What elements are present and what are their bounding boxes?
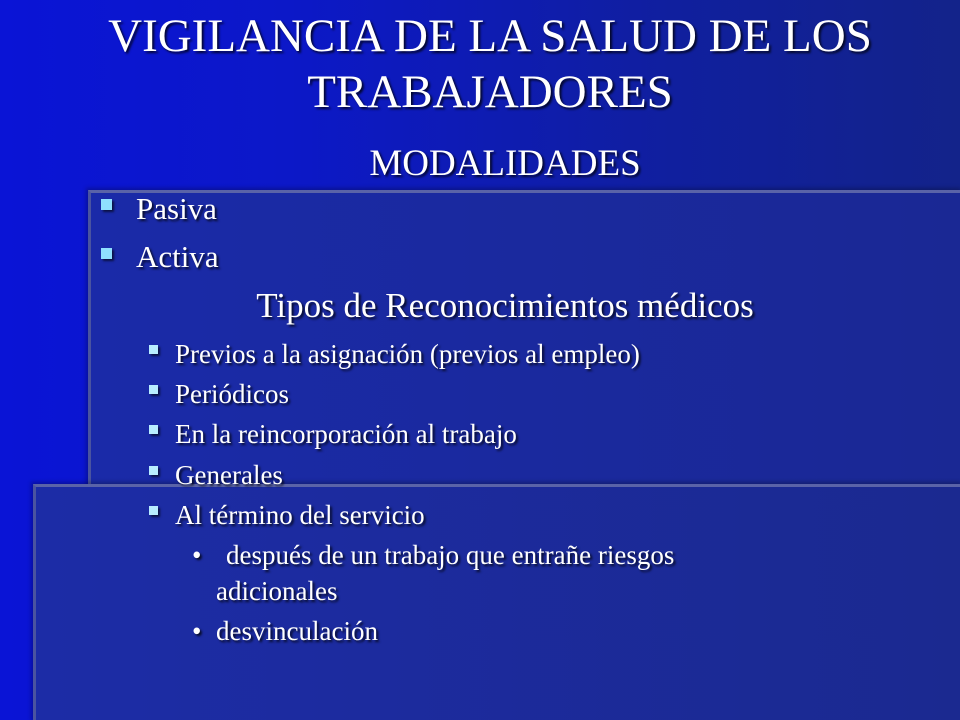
list-item-label: Generales bbox=[175, 460, 283, 490]
square-bullet-icon bbox=[101, 199, 112, 210]
list-item-label: Activa bbox=[136, 239, 219, 274]
section-heading: Tipos de Reconocimientos médicos bbox=[256, 286, 754, 325]
slide-title: VIGILANCIA DE LA SALUD DE LOS TRABAJADORES bbox=[108, 10, 872, 118]
list-item-label: Periódicos bbox=[175, 379, 289, 409]
square-bullet-icon bbox=[149, 345, 158, 354]
square-bullet-icon bbox=[149, 385, 158, 394]
square-bullet-icon bbox=[101, 248, 112, 259]
round-bullet-icon: • bbox=[192, 616, 202, 646]
square-bullet-icon bbox=[149, 425, 158, 434]
square-bullet-icon bbox=[149, 466, 158, 475]
square-bullet-icon bbox=[149, 506, 158, 515]
list-item-label: después de un trabajo que entrañe riesgos bbox=[226, 540, 675, 570]
background-panel bbox=[33, 484, 960, 720]
round-bullet-icon: • bbox=[192, 540, 202, 570]
slide-subtitle: MODALIDADES bbox=[369, 143, 641, 184]
list-item-label: desvinculación bbox=[216, 616, 378, 646]
list-item-label: En la reincorporación al trabajo bbox=[175, 419, 517, 449]
list-item-label: Previos a la asignación (previos al empleo) bbox=[175, 339, 640, 369]
list-item-label: adicionales bbox=[216, 576, 338, 606]
list-item-label: Pasiva bbox=[136, 191, 217, 226]
list-item-label: Al término del servicio bbox=[175, 500, 425, 530]
